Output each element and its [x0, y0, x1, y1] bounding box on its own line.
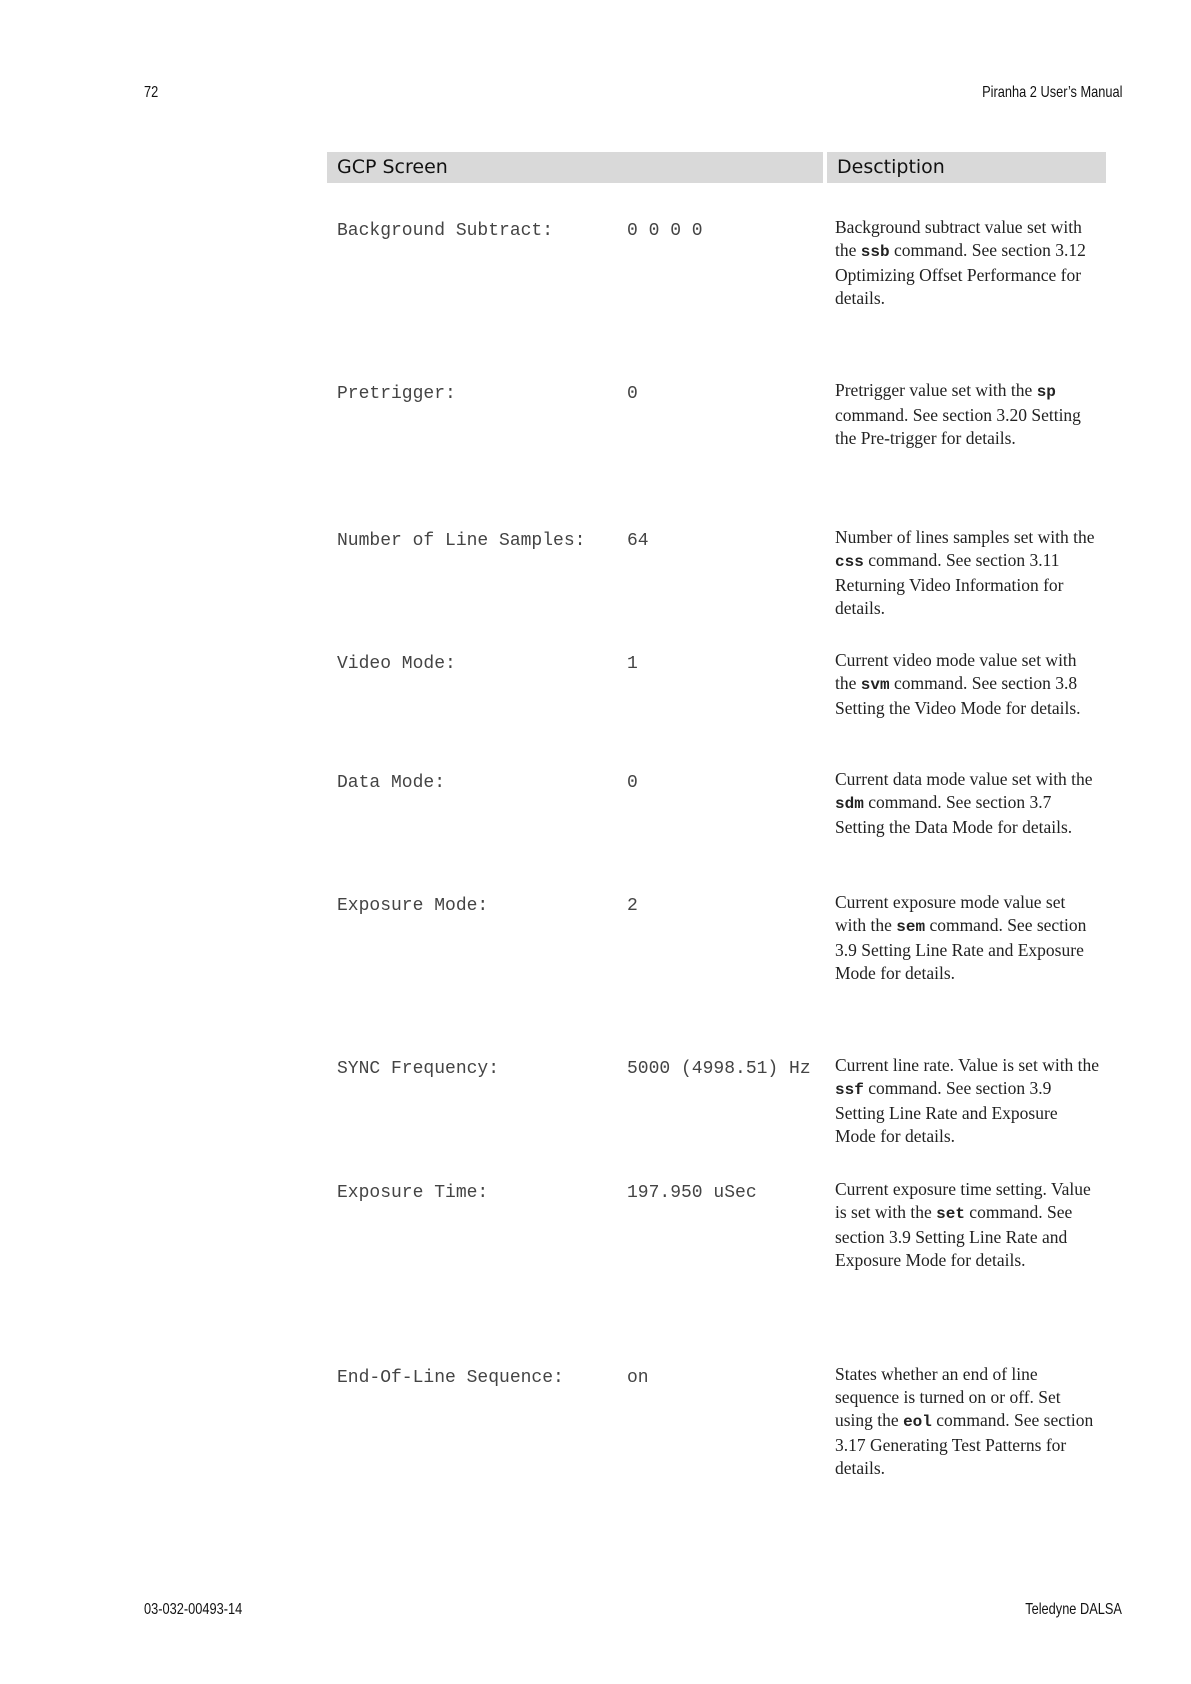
- column-header-description: Desctiption: [827, 152, 1106, 183]
- setting-description: Current exposure mode value set with the sem command. See section 3.9 Setting Line Rate and Exposure Mode for details.: [835, 892, 1087, 983]
- setting-value: 0: [627, 384, 638, 404]
- setting-value: 0: [627, 773, 638, 793]
- column-header-gcp-screen: GCP Screen: [327, 152, 823, 183]
- command-name: css: [835, 553, 864, 571]
- setting-description: Background subtract value set with the ssb command. See section 3.12 Optimizing Offset Performance for details.: [835, 217, 1086, 308]
- setting-value: 64: [627, 531, 649, 551]
- setting-value: 0 0 0 0: [627, 221, 703, 241]
- command-name: sdm: [835, 795, 864, 813]
- setting-description: States whether an end of line sequence is turned on or off. Set using the eol command. See section 3.17 Generating Test Patterns for details.: [835, 1364, 1094, 1478]
- setting-value: 2: [627, 896, 638, 916]
- setting-label: Number of Line Samples:: [337, 531, 586, 551]
- setting-description: Pretrigger value set with the sp command. See section 3.20 Setting the Pre-trigger for details.: [835, 380, 1081, 448]
- setting-label: Pretrigger:: [337, 384, 456, 404]
- setting-value: 1: [627, 654, 638, 674]
- setting-value: 5000 (4998.51) Hz: [627, 1059, 811, 1079]
- document-number: 03-032-00493-14: [144, 1601, 243, 1618]
- command-name: eol: [903, 1413, 932, 1431]
- page-number: 72: [144, 84, 159, 101]
- setting-label: Exposure Time:: [337, 1183, 489, 1203]
- setting-label: Background Subtract:: [337, 221, 554, 241]
- command-name: ssf: [835, 1081, 864, 1099]
- setting-description: Number of lines samples set with the css command. See section 3.11 Returning Video Information for details.: [835, 527, 1095, 618]
- setting-value: on: [627, 1368, 649, 1388]
- command-name: svm: [860, 676, 890, 694]
- setting-description: Current line rate. Value is set with the ssf command. See section 3.9 Setting Line Rate and Exposure Mode for details.: [835, 1055, 1100, 1146]
- running-header-title: Piranha 2 User’s Manual: [981, 84, 1122, 101]
- setting-description: Current exposure time setting. Value is set with the set command. See section 3.9 Setting Line Rate and Exposure Mode for details.: [835, 1179, 1091, 1270]
- setting-label: SYNC Frequency:: [337, 1059, 500, 1079]
- setting-label: Data Mode:: [337, 773, 446, 793]
- setting-description: Current video mode value set with the svm command. See section 3.8 Setting the Video Mode for details.: [835, 650, 1081, 718]
- setting-label: Exposure Mode:: [337, 896, 489, 916]
- command-name: ssb: [860, 243, 890, 261]
- setting-label: End-Of-Line Sequence:: [337, 1368, 564, 1388]
- company-name: Teledyne DALSA: [1025, 1601, 1122, 1618]
- setting-value: 197.950 uSec: [627, 1183, 757, 1203]
- setting-label: Video Mode:: [337, 654, 456, 674]
- setting-description: Current data mode value set with the sdm command. See section 3.7 Setting the Data Mode for details.: [835, 769, 1093, 837]
- command-name: sem: [896, 918, 926, 936]
- command-name: sp: [1036, 383, 1056, 401]
- command-name: set: [936, 1205, 965, 1223]
